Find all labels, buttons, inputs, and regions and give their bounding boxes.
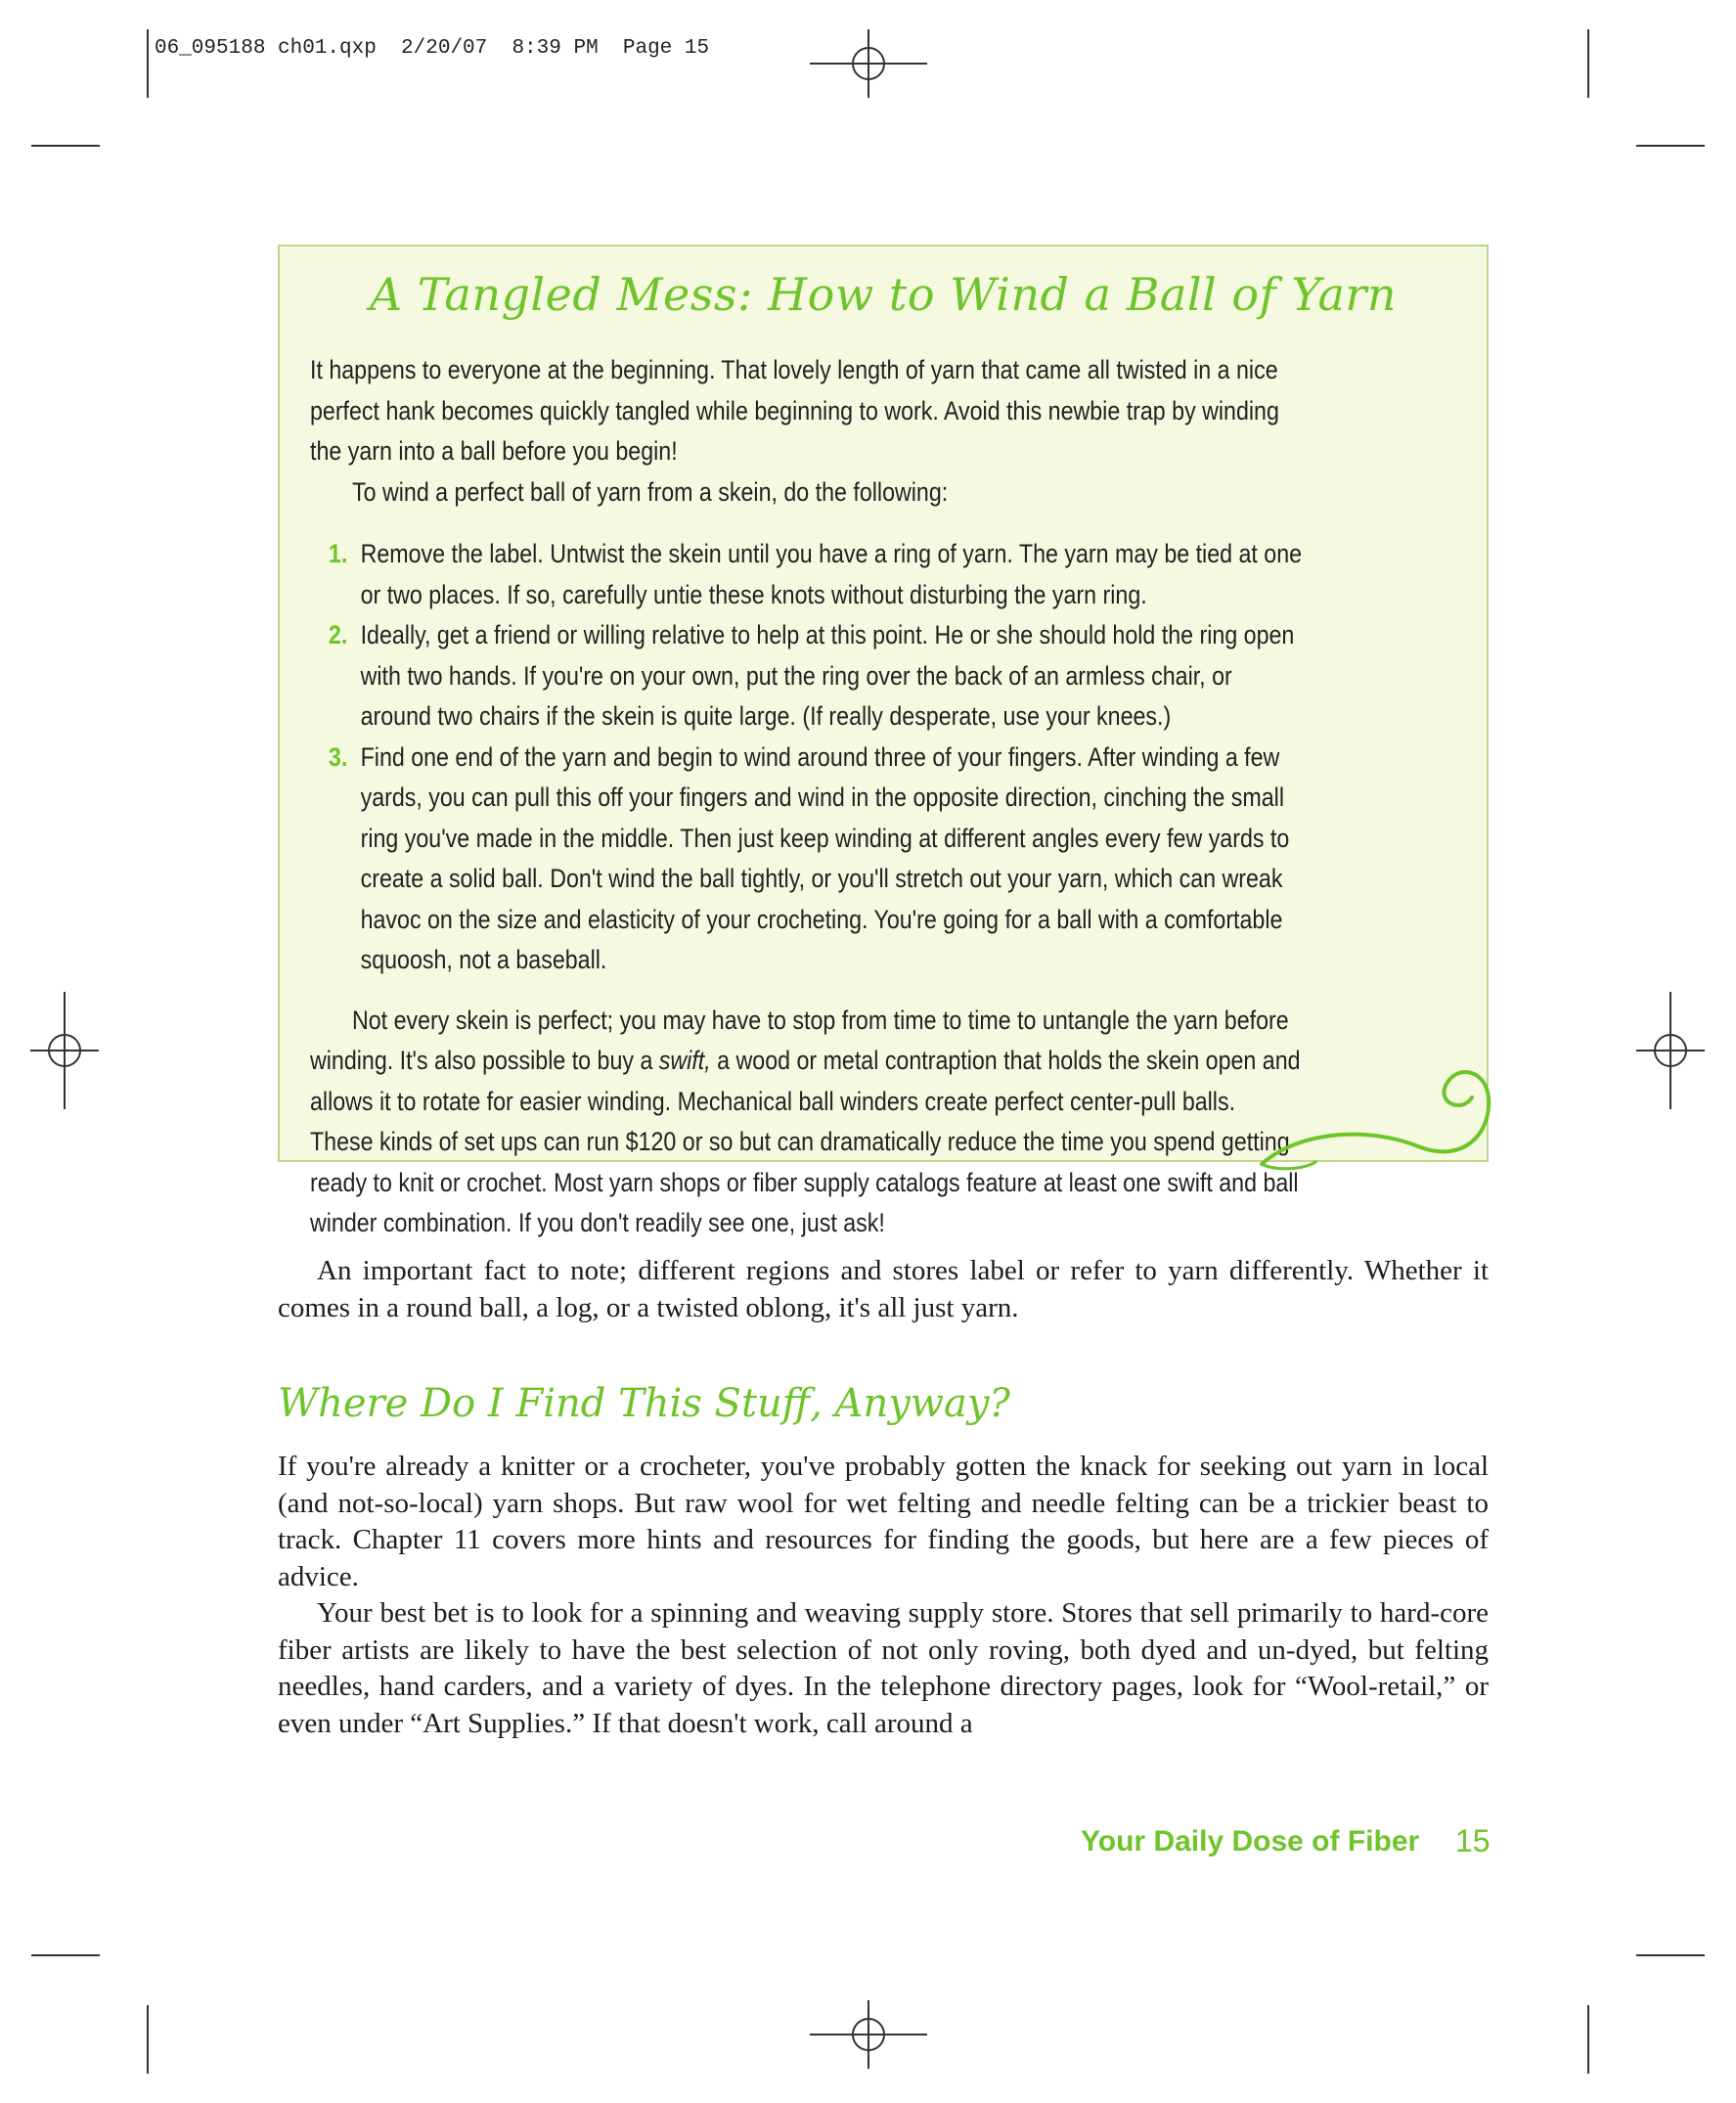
swirl-ornament-icon [978, 1037, 1496, 1184]
section-paragraph: Your best bet is to look for a spinning and weaving supply store. Stores that sell primarily to hard-core fiber artists are likely to have the best selection of not only roving, both dyed and un-dyed, but felting needles, hand carders, and a variety of dyes. In the telephone directory pages, look for “Wool-retail,” or even under “Art Supplies.” If that doesn't work, call around a [278, 1597, 1489, 1739]
closing-text-before: Not every skein is perfect; you may have to stop from time to time to untangle the yarn before winding. It's also possible to buy a [310, 1005, 1289, 1075]
crop-mark [1587, 29, 1589, 98]
section-paragraph: If you're already a knitter or a crocheter, you've probably gotten the knack for seeking out yarn in local (and not-so-local) yarn shops. But raw wool for wet felting and needle felting can be a trickier beast to track. Chapter 11 covers more hints and resources for finding the goods, but here are a few pieces of advice. [278, 1451, 1489, 1592]
sidebar-lead: To wind a perfect ball of yarn from a skein, do the following: [352, 476, 949, 507]
crop-mark [147, 29, 149, 98]
list-item [310, 534, 1303, 615]
note-paragraph: An important fact to note; different regions and stores label or refer to yarn differently. Whether it comes in a round ball, a log, or a twisted oblong, it's all just yarn. [278, 1255, 1489, 1323]
step-text: Ideally, get a friend or willing relative to help at this point. He or she should hold the ring open with two hands. If you're on your own, put the ring over the back of an armless chair, or around two chairs if the skein is quite large. (If really desperate, use your knees.) [360, 620, 1295, 731]
registration-mark-icon [1612, 992, 1729, 1109]
steps-list [310, 534, 1303, 981]
step-text: Remove the label. Untwist the skein until you have a ring of yarn. The yarn may be tied at one or two places. If so, carefully untie these knots without disturbing the yarn ring. [360, 539, 1303, 609]
running-footer-title: Your Daily Dose of Fiber [1081, 1825, 1420, 1857]
page-number: 15 [1455, 1823, 1491, 1858]
registration-mark-icon [810, 5, 927, 122]
step-number: 2. [328, 620, 348, 649]
list-item [310, 615, 1303, 738]
sidebar-intro: It happens to everyone at the beginning. That lovely length of yarn that came all twisted in a nice perfect hank becomes quickly tangled while beginning to work. Avoid this newbie trap by winding the yarn into a ball before you begin! [310, 355, 1279, 466]
crop-mark [1636, 145, 1705, 147]
registration-mark-icon [6, 992, 123, 1109]
step-number: 1. [328, 539, 348, 568]
step-text: Find one end of the yarn and begin to wind around three of your fingers. After winding a few yards, you can pull this off your fingers and wind in the opposite direction, cinching the small ring you've made in the middle. Then just keep winding at different angles every few yards to create a solid ball. Don't wind the ball tightly, or you'll stretch out your yarn, which can wreak havoc on the size and elasticity of your crocheting. You're going for a ball with a comfortable squoosh, not a baseball. [360, 741, 1290, 974]
slug-line: 06_095188 ch01.qxp 2/20/07 8:39 PM Page 15 [155, 37, 710, 60]
crop-mark [147, 2005, 149, 2074]
sidebar-title: A Tangled Mess: How to Wind a Ball of Yarn [369, 268, 1398, 321]
crop-mark [1587, 2005, 1589, 2074]
crop-mark [31, 145, 100, 147]
list-item [310, 738, 1303, 981]
closing-text-after: a wood or metal contraption that holds the skein open and allows it to rotate for easier winding. Mechanical ball winders create perfect center-pull balls. These kinds of set ups can run $120 or so but can dramatically reduce the time you spend getting ready to knit or crochet. Most yarn shops or fiber supply catalogs feature at least one swift and ball winder combination. If you don't readily see one, just ask! [310, 1046, 1301, 1237]
registration-mark-icon [810, 1976, 927, 2093]
step-number: 3. [328, 741, 348, 772]
sidebar-box [278, 245, 1489, 1237]
crop-mark [31, 1954, 100, 1956]
swift-term: swift, [658, 1046, 711, 1075]
note-text [278, 1253, 1489, 1326]
crop-mark [1636, 1954, 1705, 1956]
section-heading: Where Do I Find This Stuff, Anyway? [278, 1381, 1010, 1426]
section-body [278, 1449, 1489, 1742]
